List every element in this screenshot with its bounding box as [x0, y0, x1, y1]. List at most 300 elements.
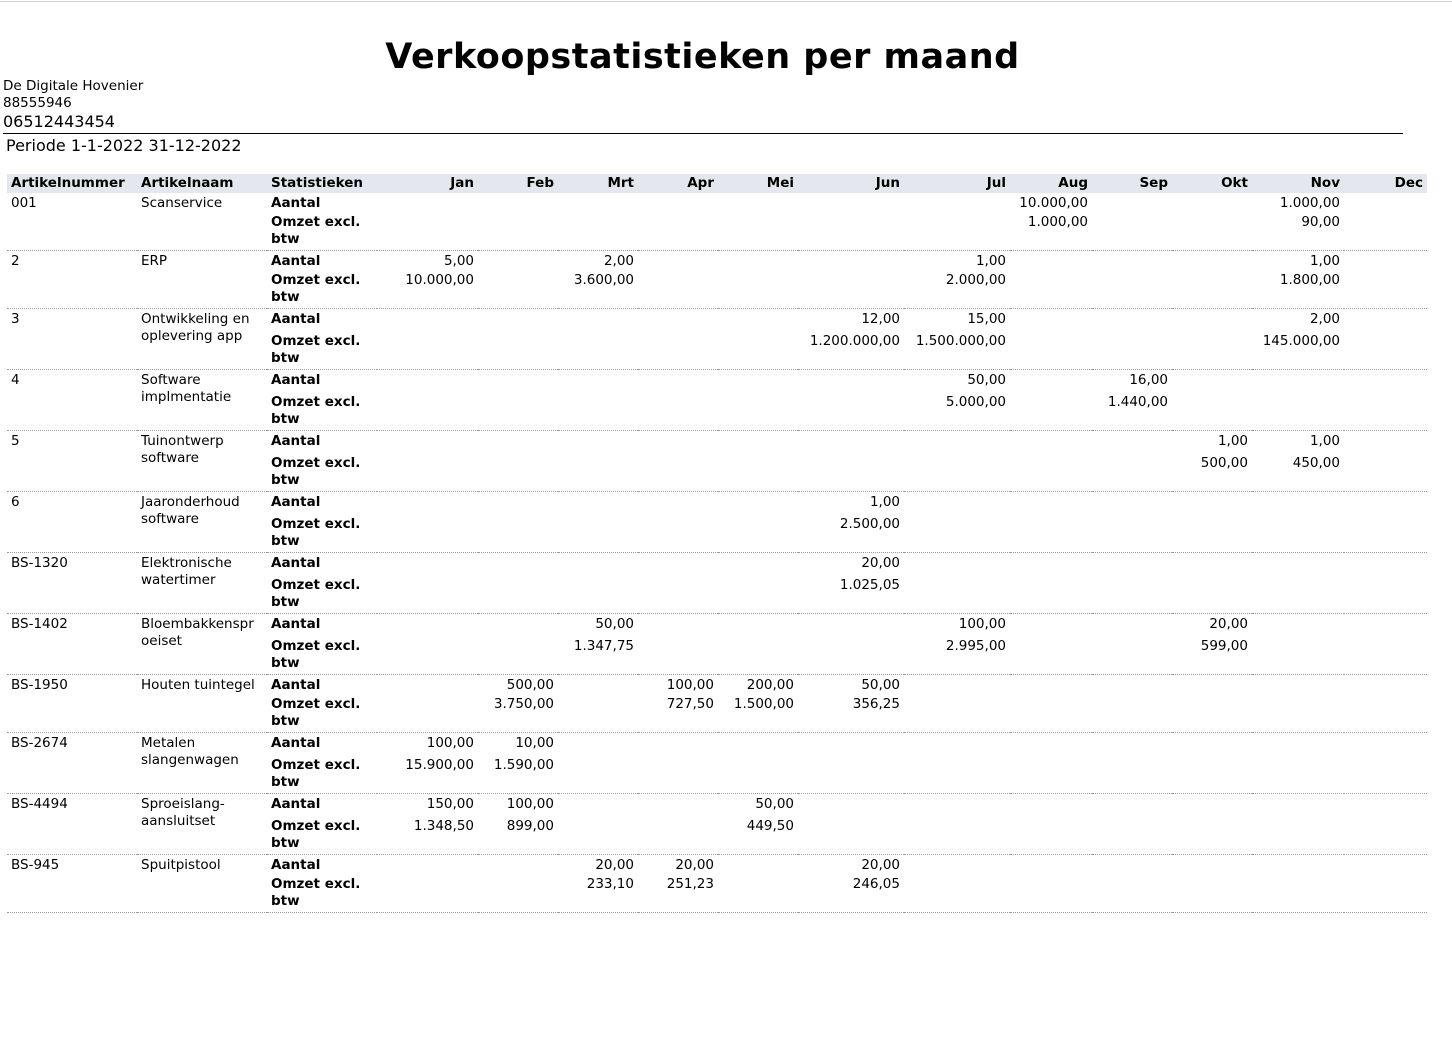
cell-aantal [718, 553, 798, 574]
cell-aantal [798, 431, 904, 452]
cell-omzet [718, 451, 798, 492]
cell-omzet: 5.000,00 [904, 390, 1010, 431]
company-info [3, 78, 143, 131]
cell-omzet [478, 271, 558, 309]
col-header-mrt: Mrt [558, 174, 638, 193]
cell-aantal [718, 431, 798, 452]
cell-omzet [377, 329, 478, 370]
cell-omzet [1010, 329, 1092, 370]
stat-label-aantal: Aantal [271, 195, 321, 211]
cell-omzet [1252, 634, 1344, 675]
cell-omzet [798, 390, 904, 431]
col-header-sep: Sep [1092, 174, 1172, 193]
header-divider [3, 133, 1403, 134]
cell-omzet [1092, 814, 1172, 855]
cell-aantal [377, 675, 478, 696]
cell-aantal [377, 614, 478, 635]
cell-omzet: 2.000,00 [904, 271, 1010, 309]
col-header-jun: Jun [798, 174, 904, 193]
cell-omzet [1092, 573, 1172, 614]
cell-aantal [1010, 492, 1092, 513]
cell-omzet [1344, 329, 1427, 370]
cell-omzet: 1.500,00 [718, 695, 798, 733]
cell-aantal: 1,00 [1217, 433, 1248, 449]
cell-omzet [904, 695, 1010, 733]
article-number: BS-1402 [7, 614, 137, 675]
cell-aantal [1252, 675, 1344, 696]
stat-label-omzet: Omzet excl. btw [267, 512, 377, 553]
cell-omzet [478, 875, 558, 913]
cell-omzet [638, 634, 718, 675]
stat-label-omzet: Omzet excl. btw [267, 875, 377, 913]
table-row-aantal [7, 855, 1427, 876]
cell-aantal [718, 193, 798, 213]
cell-omzet [1172, 814, 1252, 855]
cell-aantal [478, 193, 558, 213]
cell-aantal [1252, 733, 1344, 754]
cell-omzet [904, 451, 1010, 492]
cell-aantal [478, 492, 558, 513]
cell-omzet [718, 271, 798, 309]
article-name: Scanservice [137, 193, 267, 251]
table-row-aantal [7, 614, 1427, 635]
cell-omzet [377, 875, 478, 913]
stat-label-aantal: Aantal [271, 253, 321, 269]
cell-omzet: 3.750,00 [478, 695, 558, 733]
article-name: Jaaronderhoud software [137, 492, 267, 553]
cell-aantal [798, 193, 904, 213]
stat-label-aantal: Aantal [271, 311, 321, 327]
cell-omzet [377, 634, 478, 675]
cell-omzet [798, 634, 904, 675]
cell-aantal [1010, 733, 1092, 754]
cell-aantal [1344, 370, 1427, 391]
article-name: ERP [137, 251, 267, 309]
cell-omzet [718, 512, 798, 553]
col-header-artikelnaam: Artikelnaam [137, 174, 267, 193]
cell-aantal [1092, 251, 1172, 272]
cell-omzet [718, 573, 798, 614]
cell-aantal [1172, 794, 1252, 815]
cell-omzet: 356,25 [798, 695, 904, 733]
cell-aantal [558, 309, 638, 330]
cell-omzet [1344, 753, 1427, 794]
cell-aantal [1344, 614, 1427, 635]
table-header-row [7, 174, 1427, 193]
cell-omzet [1344, 390, 1427, 431]
cell-omzet: 246,05 [798, 875, 904, 913]
cell-aantal [558, 553, 638, 574]
cell-omzet [478, 329, 558, 370]
table-row-aantal [7, 370, 1427, 391]
cell-omzet [798, 271, 904, 309]
cell-omzet [1172, 512, 1252, 553]
cell-omzet: 1.440,00 [1092, 390, 1172, 431]
cell-omzet [1172, 213, 1252, 251]
cell-aantal [1010, 251, 1092, 272]
cell-aantal: 50,00 [967, 372, 1006, 388]
article-number: 5 [7, 431, 137, 492]
cell-aantal [1344, 431, 1427, 452]
cell-aantal [1344, 492, 1427, 513]
cell-aantal [904, 193, 1010, 213]
article-number: BS-1950 [7, 675, 137, 733]
cell-aantal [1172, 675, 1252, 696]
cell-omzet [478, 390, 558, 431]
cell-aantal [904, 431, 1010, 452]
article-name: Bloembakkenspr oeiset [137, 614, 267, 675]
cell-omzet [718, 213, 798, 251]
cell-aantal [558, 370, 638, 391]
cell-aantal [1092, 614, 1172, 635]
cell-omzet: 1.348,50 [377, 814, 478, 855]
cell-omzet: 1.000,00 [1010, 213, 1092, 251]
cell-aantal [638, 431, 718, 452]
cell-aantal [1172, 193, 1252, 213]
cell-aantal [904, 794, 1010, 815]
cell-omzet: 1.590,00 [478, 753, 558, 794]
cell-aantal [377, 553, 478, 574]
cell-aantal [1172, 492, 1252, 513]
cell-omzet [638, 512, 718, 553]
cell-omzet [798, 814, 904, 855]
cell-omzet [1092, 695, 1172, 733]
cell-aantal [1172, 251, 1252, 272]
cell-aantal [478, 553, 558, 574]
table-row-aantal [7, 553, 1427, 574]
cell-aantal [1172, 553, 1252, 574]
article-number: BS-1320 [7, 553, 137, 614]
cell-aantal [798, 794, 904, 815]
cell-omzet [638, 451, 718, 492]
cell-omzet [638, 213, 718, 251]
cell-omzet: 899,00 [478, 814, 558, 855]
stat-label-omzet: Omzet excl. btw [267, 451, 377, 492]
cell-omzet [1252, 390, 1344, 431]
cell-aantal [1092, 431, 1172, 452]
stat-label-aantal: Aantal [271, 555, 321, 571]
cell-aantal [1344, 733, 1427, 754]
cell-omzet [478, 512, 558, 553]
cell-aantal [638, 733, 718, 754]
cell-omzet [718, 753, 798, 794]
cell-omzet [1092, 271, 1172, 309]
cell-aantal: 100,00 [506, 796, 554, 812]
cell-aantal [1172, 855, 1252, 876]
cell-omzet [1010, 814, 1092, 855]
cell-aantal [798, 251, 904, 272]
cell-omzet: 500,00 [1172, 451, 1252, 492]
article-number: 6 [7, 492, 137, 553]
cell-aantal: 5,00 [443, 253, 474, 269]
stat-label-aantal: Aantal [271, 796, 321, 812]
cell-omzet [558, 213, 638, 251]
cell-aantal [1010, 553, 1092, 574]
table-row-aantal [7, 309, 1427, 330]
article-name: Tuinontwerp software [137, 431, 267, 492]
cell-omzet [1344, 875, 1427, 913]
cell-aantal [1172, 733, 1252, 754]
cell-aantal [1252, 855, 1344, 876]
cell-omzet: 1.800,00 [1252, 271, 1344, 309]
stat-label-omzet: Omzet excl. btw [267, 271, 377, 309]
cell-omzet [798, 753, 904, 794]
cell-omzet: 10.000,00 [377, 271, 478, 309]
cell-aantal: 1,00 [1309, 433, 1340, 449]
cell-omzet: 1.200.000,00 [798, 329, 904, 370]
cell-omzet [478, 634, 558, 675]
cell-omzet [1172, 753, 1252, 794]
cell-omzet [798, 451, 904, 492]
cell-omzet [377, 390, 478, 431]
stat-label-omzet: Omzet excl. btw [267, 814, 377, 855]
cell-aantal: 150,00 [426, 796, 474, 812]
cell-aantal [1172, 309, 1252, 330]
cell-aantal: 20,00 [861, 857, 900, 873]
cell-omzet: 251,23 [638, 875, 718, 913]
cell-omzet [904, 875, 1010, 913]
cell-omzet [1092, 753, 1172, 794]
cell-aantal [1010, 794, 1092, 815]
cell-aantal: 100,00 [666, 677, 714, 693]
cell-aantal: 200,00 [746, 677, 794, 693]
cell-aantal [1010, 855, 1092, 876]
cell-aantal [798, 614, 904, 635]
cell-omzet: 15.900,00 [377, 753, 478, 794]
cell-omzet: 450,00 [1252, 451, 1344, 492]
cell-aantal [638, 251, 718, 272]
cell-omzet [904, 814, 1010, 855]
cell-aantal [558, 193, 638, 213]
table-row-aantal [7, 733, 1427, 754]
col-header-mei: Mei [718, 174, 798, 193]
cell-aantal: 1.000,00 [1279, 195, 1340, 211]
cell-omzet [558, 390, 638, 431]
article-number: 2 [7, 251, 137, 309]
cell-aantal [1010, 431, 1092, 452]
cell-aantal [558, 492, 638, 513]
cell-omzet [558, 573, 638, 614]
cell-omzet: 727,50 [638, 695, 718, 733]
col-header-aug: Aug [1010, 174, 1092, 193]
cell-omzet: 449,50 [718, 814, 798, 855]
col-header-statistieken: Statistieken [267, 174, 377, 193]
cell-aantal [1092, 675, 1172, 696]
cell-omzet [377, 695, 478, 733]
cell-omzet [1252, 875, 1344, 913]
cell-aantal: 15,00 [967, 311, 1006, 327]
cell-omzet [1092, 213, 1172, 251]
cell-aantal [377, 193, 478, 213]
cell-aantal [1010, 370, 1092, 391]
cell-omzet [1252, 814, 1344, 855]
article-name: Houten tuintegel [137, 675, 267, 733]
cell-omzet [1092, 329, 1172, 370]
cell-aantal [377, 431, 478, 452]
cell-aantal: 2,00 [603, 253, 634, 269]
cell-aantal [1344, 193, 1427, 213]
cell-aantal [1172, 370, 1252, 391]
col-header-dec: Dec [1344, 174, 1427, 193]
stat-label-aantal: Aantal [271, 616, 321, 632]
report-period: Periode 1-1-2022 31-12-2022 [6, 136, 242, 155]
article-name: Software implmentatie [137, 370, 267, 431]
cell-aantal: 50,00 [595, 616, 634, 632]
cell-aantal [638, 370, 718, 391]
cell-aantal [638, 492, 718, 513]
cell-aantal [377, 492, 478, 513]
cell-aantal [1344, 251, 1427, 272]
article-name: Metalen slangenwagen [137, 733, 267, 794]
cell-omzet [1092, 451, 1172, 492]
cell-aantal [1092, 492, 1172, 513]
cell-aantal [718, 370, 798, 391]
cell-aantal [478, 309, 558, 330]
top-border [0, 1, 1452, 2]
cell-omzet [478, 451, 558, 492]
cell-omzet [718, 329, 798, 370]
cell-omzet: 90,00 [1252, 213, 1344, 251]
cell-aantal [478, 370, 558, 391]
cell-omzet: 145.000,00 [1252, 329, 1344, 370]
stat-label-omzet: Omzet excl. btw [267, 329, 377, 370]
stat-label-aantal: Aantal [271, 494, 321, 510]
cell-aantal [478, 431, 558, 452]
stat-label-aantal: Aantal [271, 372, 321, 388]
cell-omzet [798, 213, 904, 251]
cell-omzet [1172, 329, 1252, 370]
cell-omzet [558, 695, 638, 733]
stat-label-aantal: Aantal [271, 677, 321, 693]
cell-aantal [478, 251, 558, 272]
cell-omzet [1252, 512, 1344, 553]
cell-omzet [1344, 271, 1427, 309]
cell-omzet [1344, 213, 1427, 251]
cell-aantal [1344, 855, 1427, 876]
cell-aantal [904, 675, 1010, 696]
cell-aantal [638, 309, 718, 330]
cell-aantal [1092, 553, 1172, 574]
cell-aantal [718, 733, 798, 754]
cell-omzet: 3.600,00 [558, 271, 638, 309]
cell-omzet [558, 451, 638, 492]
cell-aantal: 100,00 [958, 616, 1006, 632]
cell-aantal: 100,00 [426, 735, 474, 751]
cell-omzet [377, 512, 478, 553]
cell-omzet [1344, 512, 1427, 553]
cell-omzet [1010, 390, 1092, 431]
cell-omzet [638, 390, 718, 431]
table-row-aantal [7, 675, 1427, 696]
cell-aantal: 1,00 [869, 494, 900, 510]
cell-omzet: 1.025,05 [798, 573, 904, 614]
cell-omzet [1010, 695, 1092, 733]
cell-aantal: 1,00 [975, 253, 1006, 269]
cell-aantal [1252, 553, 1344, 574]
report-title: Verkoopstatistieken per maand [385, 37, 1020, 77]
cell-aantal [718, 855, 798, 876]
article-number: BS-945 [7, 855, 137, 913]
table-row-aantal [7, 794, 1427, 815]
cell-omzet [718, 875, 798, 913]
cell-omzet [377, 451, 478, 492]
cell-aantal: 20,00 [861, 555, 900, 571]
cell-omzet [1344, 573, 1427, 614]
cell-aantal [1252, 614, 1344, 635]
cell-aantal [1092, 193, 1172, 213]
cell-aantal [1252, 794, 1344, 815]
col-header-apr: Apr [638, 174, 718, 193]
cell-aantal [718, 492, 798, 513]
cell-omzet [558, 753, 638, 794]
stat-label-aantal: Aantal [271, 735, 321, 751]
cell-aantal: 12,00 [861, 311, 900, 327]
cell-aantal [638, 794, 718, 815]
article-number: BS-2674 [7, 733, 137, 794]
cell-aantal [904, 553, 1010, 574]
col-header-jan: Jan [377, 174, 478, 193]
stat-label-aantal: Aantal [271, 433, 321, 449]
cell-omzet [1092, 634, 1172, 675]
cell-aantal [718, 251, 798, 272]
cell-omzet [1172, 695, 1252, 733]
cell-aantal [377, 370, 478, 391]
cell-aantal [718, 309, 798, 330]
cell-aantal [1010, 675, 1092, 696]
cell-aantal: 20,00 [675, 857, 714, 873]
cell-aantal [558, 733, 638, 754]
stat-label-omzet: Omzet excl. btw [267, 573, 377, 614]
stat-label-omzet: Omzet excl. btw [267, 695, 377, 733]
cell-aantal [1092, 309, 1172, 330]
cell-omzet [1252, 695, 1344, 733]
cell-omzet [558, 814, 638, 855]
cell-omzet: 233,10 [558, 875, 638, 913]
cell-aantal [1092, 733, 1172, 754]
cell-omzet [377, 213, 478, 251]
cell-omzet [1172, 875, 1252, 913]
cell-omzet [1092, 512, 1172, 553]
stat-label-omzet: Omzet excl. btw [267, 213, 377, 251]
cell-omzet [1092, 875, 1172, 913]
cell-aantal [1344, 675, 1427, 696]
cell-omzet [638, 271, 718, 309]
cell-omzet [1344, 634, 1427, 675]
cell-aantal [1252, 492, 1344, 513]
article-name: Sproeislang-aansluitset [137, 794, 267, 855]
cell-omzet [1344, 814, 1427, 855]
cell-aantal [1092, 794, 1172, 815]
cell-omzet [1010, 634, 1092, 675]
article-number: 3 [7, 309, 137, 370]
cell-aantal [478, 614, 558, 635]
cell-omzet [1252, 573, 1344, 614]
cell-omzet [1010, 753, 1092, 794]
stat-label-omzet: Omzet excl. btw [267, 390, 377, 431]
cell-omzet [718, 390, 798, 431]
company-name: De Digitale Hovenier [3, 78, 144, 94]
cell-aantal [558, 794, 638, 815]
table-row-aantal [7, 193, 1427, 213]
cell-aantal: 50,00 [755, 796, 794, 812]
cell-aantal [478, 855, 558, 876]
col-header-jul: Jul [904, 174, 1010, 193]
cell-aantal [558, 431, 638, 452]
cell-aantal: 2,00 [1309, 311, 1340, 327]
table-row-aantal [7, 431, 1427, 452]
cell-omzet [1010, 875, 1092, 913]
cell-omzet [638, 329, 718, 370]
